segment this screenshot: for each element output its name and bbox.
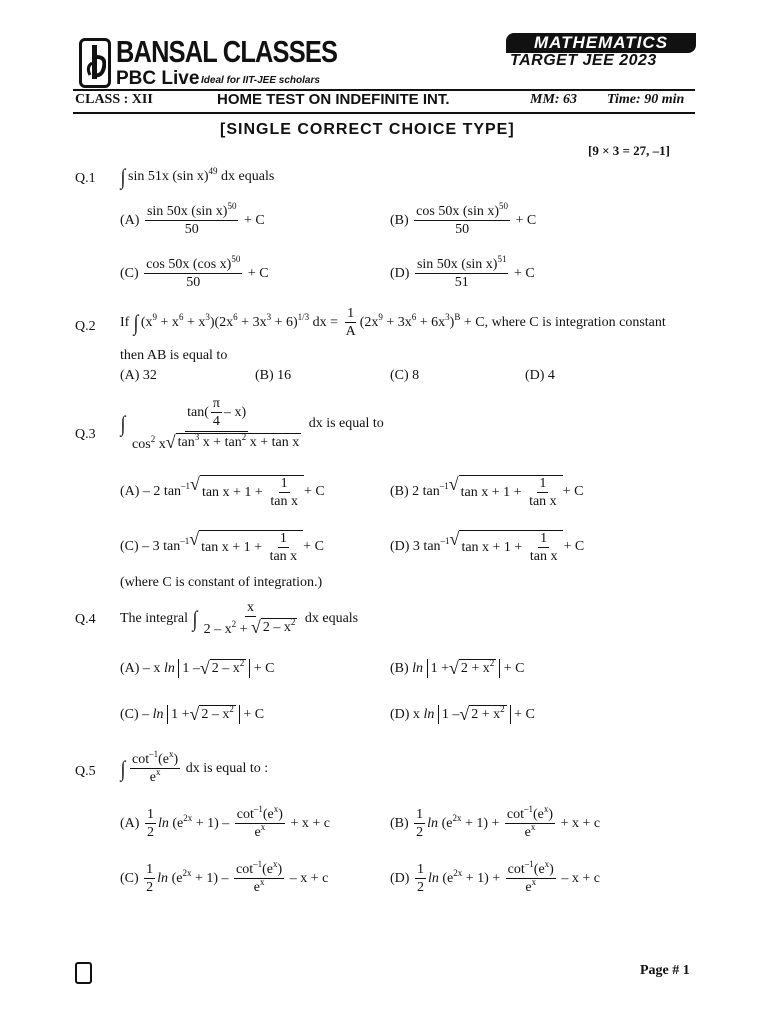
test-title: HOME TEST ON INDEFINITE INT. — [217, 91, 450, 108]
question-stem: The integral ∫ x $2 - x^2$ + √ $2 - x^2$ dx equals — [120, 600, 359, 638]
class-label: CLASS : XII — [75, 92, 153, 107]
target-label: TARGET JEE 2023 — [510, 52, 657, 69]
question-stem: ∫ tan( $\frac{\pi}{4}$ – x) $\cos^2 x$ √ $\tan^3 x + \tan^2 x + \tan x$ dx is equal to — [120, 396, 384, 452]
logo — [79, 38, 111, 88]
question-note: (where C is constant of integration.) — [120, 575, 323, 590]
option-c[interactable]: (C) $\frac{1}{2}$ ln (e 2x + 1) – $\frac{\cot^{-1}(e^x)}{e^x}$ – x + c — [120, 859, 329, 896]
option-b[interactable]: (B) $\frac{\cos 50x (\sin x)^{50}}{50}$ + C — [390, 201, 537, 238]
section-title: [SINGLE CORRECT CHOICE TYPE] — [220, 121, 515, 138]
option-d[interactable]: (D) 4 — [525, 368, 555, 383]
option-a[interactable]: (A) 32 — [120, 368, 157, 383]
question-number: Q.1 — [75, 171, 96, 186]
option-c[interactable]: (C) $\frac{\cos 50x (\cos x)^{50}}{50}$ + C — [120, 254, 269, 291]
question-stem-line2: then AB is equal to — [120, 348, 228, 363]
sub-brand: PBC Live — [116, 68, 200, 89]
option-a[interactable]: (A) – x ln 1 – √ $2 - x^2$ + C — [120, 658, 275, 678]
option-d[interactable]: (D) $\frac{\sin 50x (\sin x)^{51}}{51}$ + C — [390, 254, 535, 291]
question-number: Q.5 — [75, 764, 96, 779]
question-number: Q.3 — [75, 427, 96, 442]
option-c[interactable]: (C) – ln 1 + √ $2 - x^2$ + C — [120, 704, 265, 724]
tagline: Ideal for IIT-JEE scholars — [201, 75, 320, 86]
option-b[interactable]: (B) 16 — [255, 368, 292, 383]
option-d[interactable]: (D) $\frac{1}{2}$ ln (e 2x + 1) + $\frac{\cot^{-1}(e^x)}{e^x}$ – x + c — [390, 859, 600, 896]
logo-icon — [84, 43, 106, 83]
question-stem: If ∫ (x 9 + x 6 + x 3 )(2x 6 + 3x 3 + 6) 1/3 dx = $\frac{1}{A}$ (2x 9 + 3x 6 + 6x 3 ) B + C, where C is integration constant — [120, 306, 666, 340]
brand-name: BANSAL CLASSES — [116, 34, 338, 69]
question-stem: ∫ sin 51x (sin x) 49 dx equals — [120, 164, 275, 189]
option-c[interactable]: (C) 8 — [390, 368, 420, 383]
marking-scheme: [9 × 3 = 27, –1] — [588, 143, 670, 158]
footer-logo-icon — [75, 962, 92, 984]
max-marks: MM: 63 — [530, 92, 578, 107]
header-rule-bottom — [73, 112, 695, 114]
option-b[interactable]: (B) $\frac{1}{2}$ ln (e 2x + 1) + $\frac{\cot^{-1}(e^x)}{e^x}$ + x + c — [390, 804, 601, 841]
option-a[interactable]: (A) $\frac{1}{2}$ ln (e 2x + 1) – $\frac{\cot^{-1}(e^x)}{e^x}$ + x + c — [120, 804, 330, 841]
option-b[interactable]: (B) ln 1 + √ $2 + x^2$ + C — [390, 658, 525, 678]
time-limit: Time: 90 min — [607, 92, 685, 107]
option-a[interactable]: (A) – 2 tan –1 √ tan x + 1 + $\frac{1}{\text{tan x}}$ + C — [120, 474, 325, 510]
page-number: Page # 1 — [640, 963, 690, 978]
option-a[interactable]: (A) $\frac{\sin 50x (\sin x)^{50}}{50}$ + C — [120, 201, 265, 238]
subject-badge: MATHEMATICS — [506, 33, 696, 53]
question-number: Q.2 — [75, 319, 96, 334]
option-d[interactable]: (D) x ln 1 – √ $2 + x^2$ + C — [390, 704, 535, 724]
question-stem: ∫ $\frac{\cot^{-1}(e^x)}{e^x}$ dx is equal to : — [120, 749, 269, 786]
option-d[interactable]: (D) 3 tan –1 √ tan x + 1 + $\frac{1}{\text{tan x}}$ + C — [390, 529, 585, 565]
question-number: Q.4 — [75, 612, 96, 627]
option-b[interactable]: (B) 2 tan –1 √ tan x + 1 + $\frac{1}{\text{tan x}}$ + C — [390, 474, 584, 510]
option-c[interactable]: (C) – 3 tan –1 √ tan x + 1 + $\frac{1}{\text{tan x}}$ + C — [120, 529, 324, 565]
